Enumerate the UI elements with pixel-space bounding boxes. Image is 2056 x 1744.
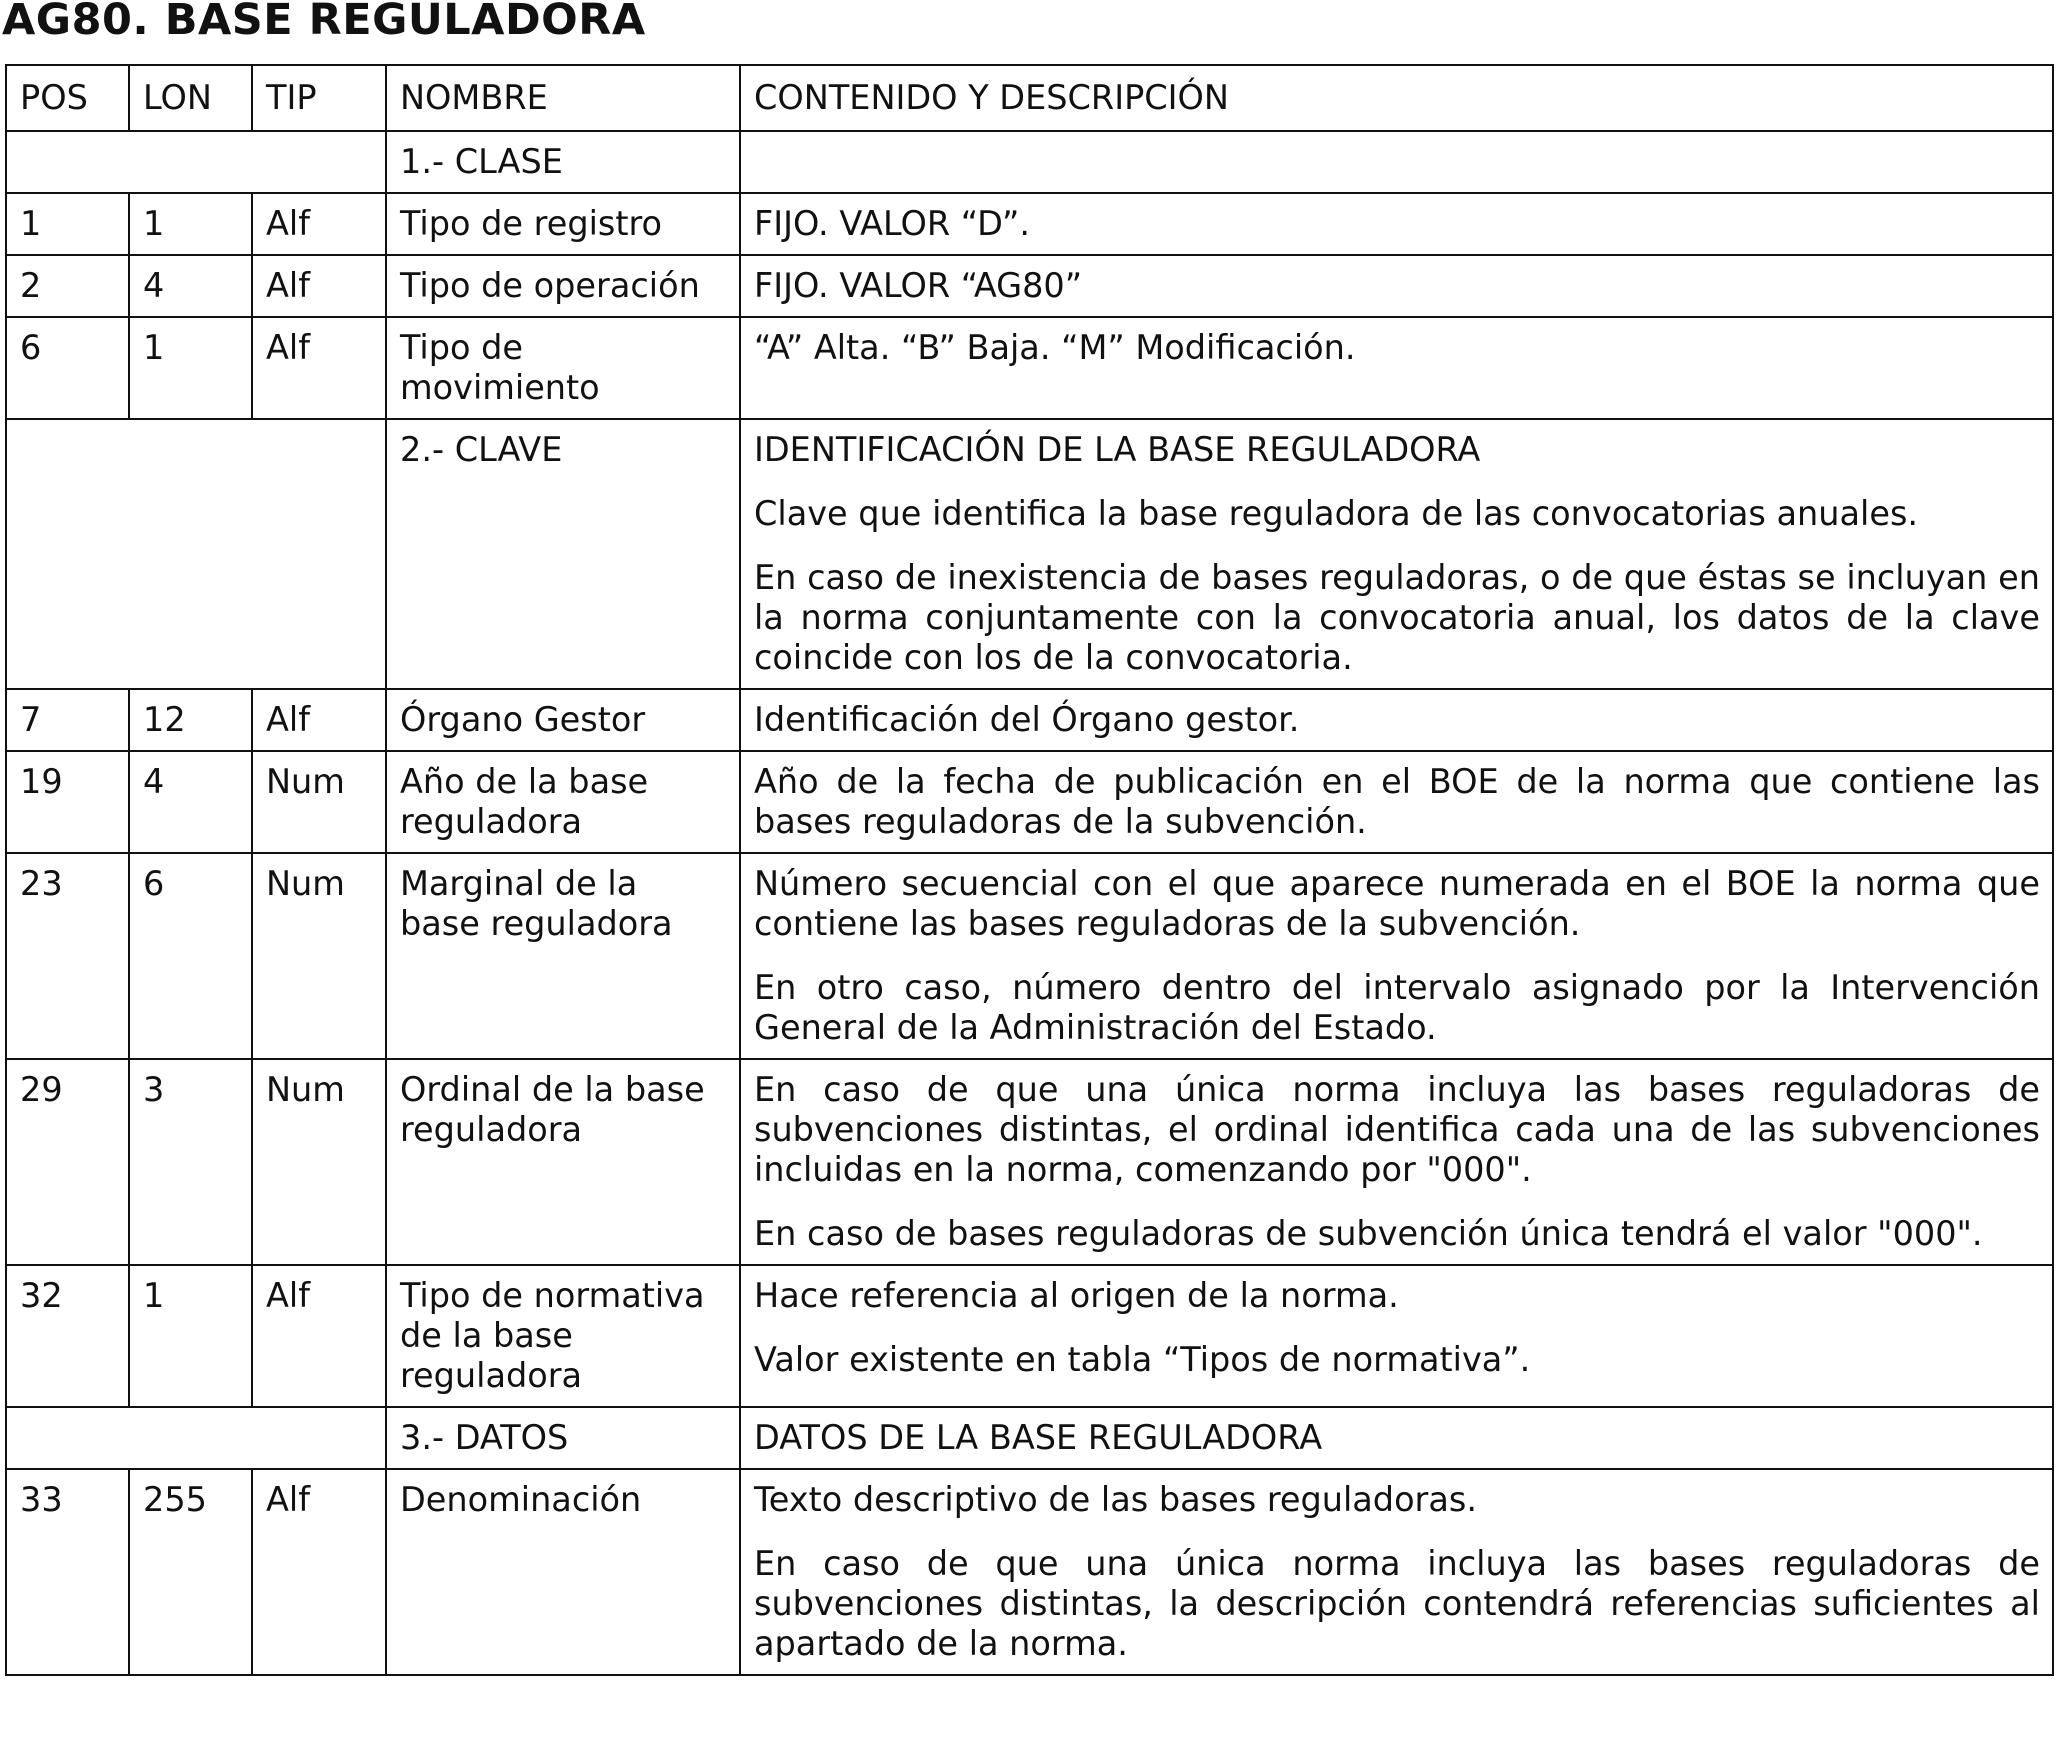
table-row: [6, 255, 2053, 317]
description-paragraph: FIJO. VALOR “D”.: [754, 204, 1031, 243]
table-row: [6, 689, 2053, 751]
cell-descripcion: [740, 689, 2053, 751]
description-paragraph: Hace referencia al origen de la norma.: [754, 1276, 1399, 1315]
table-header-row: [6, 65, 2053, 131]
cell-tip: Num: [252, 853, 386, 1059]
description-paragraph: En caso de que una única norma incluya las bases reguladoras de subvenciones distintas, la descripción contendrá referencias suficientes al apartado de la norma.: [754, 1544, 2040, 1663]
description-paragraph: IDENTIFICACIÓN DE LA BASE REGULADORA: [754, 430, 1481, 469]
section-label: 2.- CLAVE: [386, 419, 740, 689]
header-lon: LON: [129, 65, 252, 131]
cell-descripcion: [740, 853, 2053, 1059]
description-paragraph: Valor existente en tabla “Tipos de normativa”.: [754, 1340, 1531, 1379]
cell-pos: 33: [6, 1469, 129, 1675]
cell-nombre: Tipo de operación: [386, 255, 740, 317]
cell-pos: 23: [6, 853, 129, 1059]
table-row: [6, 853, 2053, 1059]
cell-lon: 12: [129, 689, 252, 751]
cell-nombre: Ordinal de la base reguladora: [386, 1059, 740, 1265]
header-contenido: CONTENIDO Y DESCRIPCIÓN: [740, 65, 2053, 131]
table-row: [6, 193, 2053, 255]
section-label: 3.- DATOS: [386, 1407, 740, 1469]
description-paragraph: Año de la fecha de publicación en el BOE de la norma que contiene las bases reguladoras de la subvención.: [754, 762, 2040, 841]
cell-lon: 1: [129, 193, 252, 255]
description-paragraph: “A” Alta. “B” Baja. “M” Modificación.: [754, 328, 1356, 367]
cell-lon: 6: [129, 853, 252, 1059]
section-row-datos: [6, 1407, 2053, 1469]
section-spacer: [6, 1407, 386, 1469]
cell-descripcion: [740, 255, 2053, 317]
cell-pos: 2: [6, 255, 129, 317]
record-layout-table-container: [5, 64, 2054, 1676]
cell-descripcion: [740, 193, 2053, 255]
description-paragraph: En caso de inexistencia de bases reguladoras, o de que éstas se incluyan en la norma conjuntamente con la convocatoria anual, los datos de la clave coincide con los de la convocatoria.: [754, 558, 2040, 677]
description-paragraph: Identificación del Órgano gestor.: [754, 700, 1300, 739]
description-paragraph: Texto descriptivo de las bases reguladoras.: [754, 1480, 1477, 1519]
cell-nombre: Denominación: [386, 1469, 740, 1675]
header-tip: TIP: [252, 65, 386, 131]
header-nombre: NOMBRE: [386, 65, 740, 131]
table-row: [6, 317, 2053, 419]
description-paragraph: En caso de bases reguladoras de subvención única tendrá el valor "000".: [754, 1214, 1983, 1253]
section-description: [740, 1407, 2053, 1469]
record-layout-table: [5, 64, 2054, 1676]
section-row-clave: [6, 419, 2053, 689]
section-row-clase: [6, 131, 2053, 193]
cell-tip: Num: [252, 1059, 386, 1265]
section-spacer: [6, 419, 386, 689]
cell-descripcion: [740, 1469, 2053, 1675]
cell-lon: 4: [129, 751, 252, 853]
cell-nombre: Tipo de movimiento: [386, 317, 740, 419]
cell-nombre: Año de la base reguladora: [386, 751, 740, 853]
cell-tip: Alf: [252, 1265, 386, 1407]
cell-descripcion: [740, 317, 2053, 419]
table-row: [6, 1059, 2053, 1265]
cell-nombre: Marginal de la base reguladora: [386, 853, 740, 1059]
table-row: [6, 1469, 2053, 1675]
cell-pos: 6: [6, 317, 129, 419]
cell-lon: 255: [129, 1469, 252, 1675]
cell-pos: 32: [6, 1265, 129, 1407]
cell-lon: 3: [129, 1059, 252, 1265]
cell-descripcion: [740, 1059, 2053, 1265]
cell-lon: 1: [129, 1265, 252, 1407]
cell-tip: Alf: [252, 689, 386, 751]
cell-tip: Alf: [252, 255, 386, 317]
description-paragraph: En caso de que una única norma incluya las bases reguladoras de subvenciones distintas, el ordinal identifica cada una de las subvenciones incluidas en la norma, comenzando por "000".: [754, 1070, 2040, 1189]
cell-pos: 1: [6, 193, 129, 255]
cell-nombre: Tipo de registro: [386, 193, 740, 255]
cell-pos: 7: [6, 689, 129, 751]
section-spacer: [6, 131, 386, 193]
section-description: [740, 131, 2053, 193]
cell-lon: 1: [129, 317, 252, 419]
description-paragraph: DATOS DE LA BASE REGULADORA: [754, 1418, 1323, 1457]
cell-pos: 29: [6, 1059, 129, 1265]
table-row: [6, 1265, 2053, 1407]
cell-nombre: Órgano Gestor: [386, 689, 740, 751]
cell-descripcion: [740, 751, 2053, 853]
description-paragraph: Número secuencial con el que aparece numerada en el BOE la norma que contiene las bases reguladoras de la subvención.: [754, 864, 2040, 943]
table-row: [6, 751, 2053, 853]
section-label: 1.- CLASE: [386, 131, 740, 193]
section-description: [740, 419, 2053, 689]
cell-tip: Alf: [252, 317, 386, 419]
cell-descripcion: [740, 1265, 2053, 1407]
cell-tip: Alf: [252, 1469, 386, 1675]
header-pos: POS: [6, 65, 129, 131]
cell-pos: 19: [6, 751, 129, 853]
description-paragraph: En otro caso, número dentro del intervalo asignado por la Intervención General de la Administración del Estado.: [754, 968, 2040, 1047]
description-paragraph: Clave que identifica la base reguladora de las convocatorias anuales.: [754, 494, 1919, 533]
cell-tip: Num: [252, 751, 386, 853]
cell-tip: Alf: [252, 193, 386, 255]
description-paragraph: FIJO. VALOR “AG80”: [754, 266, 1083, 305]
cell-nombre: Tipo de normativa de la base reguladora: [386, 1265, 740, 1407]
cell-lon: 4: [129, 255, 252, 317]
page-title: AG80. BASE REGULADORA: [2, 0, 646, 45]
